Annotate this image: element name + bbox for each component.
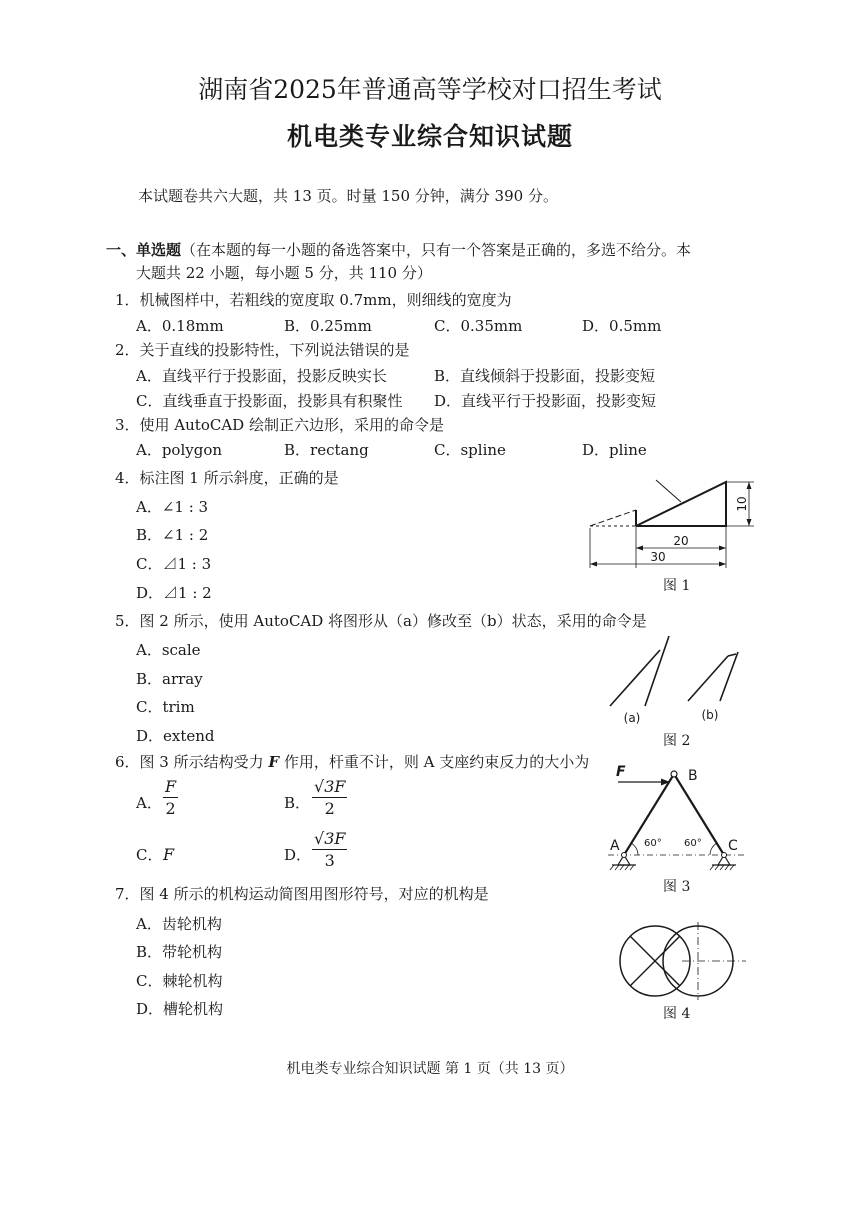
q4-option-d: D．⊿1 : 2: [136, 584, 212, 602]
point-a-label: A: [610, 838, 620, 854]
angle-arc-right: [710, 843, 717, 855]
q5-option-c: C．trim: [136, 698, 195, 716]
q7-option-a: A．齿轮机构: [136, 915, 222, 933]
q6-option-d-fraction: [312, 829, 347, 870]
fig2a-line-1: [610, 650, 660, 706]
question-1-stem: 1．机械图样中，若粗线的宽度取 0.7mm，则细线的宽度为: [115, 291, 512, 309]
q6-d-denominator: 3: [324, 851, 335, 870]
q6-b-numerator: √3F: [314, 777, 346, 796]
q6-a-denominator: 2: [165, 799, 176, 818]
dim-arrow-inner-left: [636, 546, 643, 551]
exam-subtitle: 机电类专业综合知识试题: [286, 122, 573, 151]
q2-option-b: B．直线倾斜于投影面，投影变短: [434, 367, 656, 385]
dim-arrow-outer-right: [719, 562, 726, 567]
q7-option-d: D．槽轮机构: [136, 1000, 224, 1018]
section-label: 一、单选题: [106, 241, 182, 259]
question-7-stem: 7．图 4 所示的机构运动简图用图形符号，对应的机构是: [115, 885, 489, 903]
q2-option-c: C．直线垂直于投影面，投影具有积聚性: [136, 392, 403, 410]
q5-option-a: A．scale: [136, 641, 201, 659]
q1-option-b: B．0.25mm: [284, 317, 372, 335]
point-c-label: C: [728, 838, 738, 854]
figure-1-caption: 图 1: [663, 578, 691, 594]
fig2b-joint: [728, 654, 736, 656]
question-4-stem: 4．标注图 1 所示斜度，正确的是: [115, 469, 339, 487]
q3-option-b: B．rectang: [284, 441, 369, 459]
q6-option-c-label: C．: [136, 846, 163, 864]
question-6-stem: 6．图 3 所示结构受力 F 作用，杆重不计，则 A 支座约束反力的大小为: [115, 753, 590, 771]
question-5-stem: 5．图 2 所示，使用 AutoCAD 将图形从（a）修改至（b）状态，采用的命令是: [115, 612, 647, 630]
q6-option-a-fraction: [163, 777, 178, 818]
q3-option-d: D．pline: [582, 441, 647, 459]
exam-title: 湖南省2025年普通高等学校对口招生考试: [198, 75, 662, 104]
joint-a: [622, 853, 627, 858]
ground-c-hatch: [710, 865, 734, 870]
q6-b-denominator: 2: [324, 799, 335, 818]
q1-option-d: D．0.5mm: [582, 317, 662, 335]
dim-arrow-up: [747, 482, 752, 489]
figure-4-ratchet-symbol: [612, 920, 750, 1002]
dim-arrow-inner-right: [719, 546, 726, 551]
q5-option-b: B．array: [136, 670, 203, 688]
q7-option-b: B．带轮机构: [136, 943, 223, 961]
figure-3-caption: 图 3: [663, 879, 691, 895]
slope-leader-line: [656, 480, 681, 502]
figure-2-caption: 图 2: [663, 733, 691, 749]
angle-left-label: 60°: [644, 838, 662, 849]
q6-d-numerator: √3F: [314, 829, 346, 848]
section-note-line1: （在本题的每一小题的备选答案中，只有一个答案是正确的，多选不给分。本: [181, 241, 692, 259]
joint-c: [722, 853, 727, 858]
fig2a-line-2: [645, 636, 669, 706]
q1-option-c: C．0.35mm: [434, 317, 523, 335]
fig2-label-b: (b): [701, 708, 719, 722]
fig2b-line-2: [720, 652, 738, 701]
wedge-shape: [636, 482, 726, 526]
force-symbol: F: [268, 753, 280, 771]
page-footer: 机电类专业综合知识试题 第 1 页（共 13 页）: [286, 1061, 574, 1077]
q6-a-numerator: F: [165, 777, 177, 796]
q6-option-b-fraction: [312, 777, 347, 818]
point-b-label: B: [688, 768, 698, 784]
figure-4-caption: 图 4: [663, 1006, 691, 1022]
figure-1-slope-drawing: [586, 470, 766, 570]
question-3-stem: 3．使用 AutoCAD 绘制正六边形，采用的命令是: [115, 416, 444, 434]
q2-option-d: D．直线平行于投影面，投影变短: [434, 392, 657, 410]
q6-option-a-label: A．: [136, 794, 162, 812]
figure-2-trim-drawing: [600, 636, 750, 728]
angle-arc-left: [631, 843, 638, 855]
section-note-line2: 大题共 22 小题，每小题 5 分，共 110 分）: [136, 264, 432, 282]
dim-arrow-down: [747, 519, 752, 526]
q5-option-d: D．extend: [136, 727, 215, 745]
q6-option-c-value: F: [163, 845, 175, 864]
slope-extension-line: [590, 510, 636, 526]
q7-option-c: C．棘轮机构: [136, 972, 223, 990]
exam-intro: 本试题卷共六大题，共 13 页。时量 150 分钟，满分 390 分。: [138, 187, 558, 205]
q6-option-d-label: D．: [284, 846, 312, 864]
question-2-stem: 2．关于直线的投影特性，下列说法错误的是: [115, 341, 410, 359]
force-label: F: [616, 764, 626, 780]
angle-right-label: 60°: [684, 838, 702, 849]
q1-option-a: A．0.18mm: [136, 317, 224, 335]
q2-option-a: A．直线平行于投影面，投影反映实长: [136, 367, 387, 385]
figure-3-truss-drawing: [604, 752, 754, 874]
section-heading: [106, 240, 691, 260]
dim-inner-label: 20: [673, 534, 689, 548]
q3-option-c: C．spline: [434, 441, 506, 459]
ground-a-hatch: [610, 865, 634, 870]
q3-option-a: A．polygon: [136, 441, 223, 459]
q6-option-b-label: B．: [284, 794, 311, 812]
fig2-label-a: (a): [623, 711, 641, 725]
dim-height-label: 10: [735, 496, 749, 512]
q4-option-b: B．∠1 : 2: [136, 526, 209, 544]
joint-b: [671, 771, 677, 777]
q4-option-c: C．⊿1 : 3: [136, 555, 212, 573]
dim-arrow-outer-left: [590, 562, 597, 567]
dim-outer-label: 30: [650, 550, 666, 564]
q4-option-a: A．∠1 : 3: [136, 498, 209, 516]
